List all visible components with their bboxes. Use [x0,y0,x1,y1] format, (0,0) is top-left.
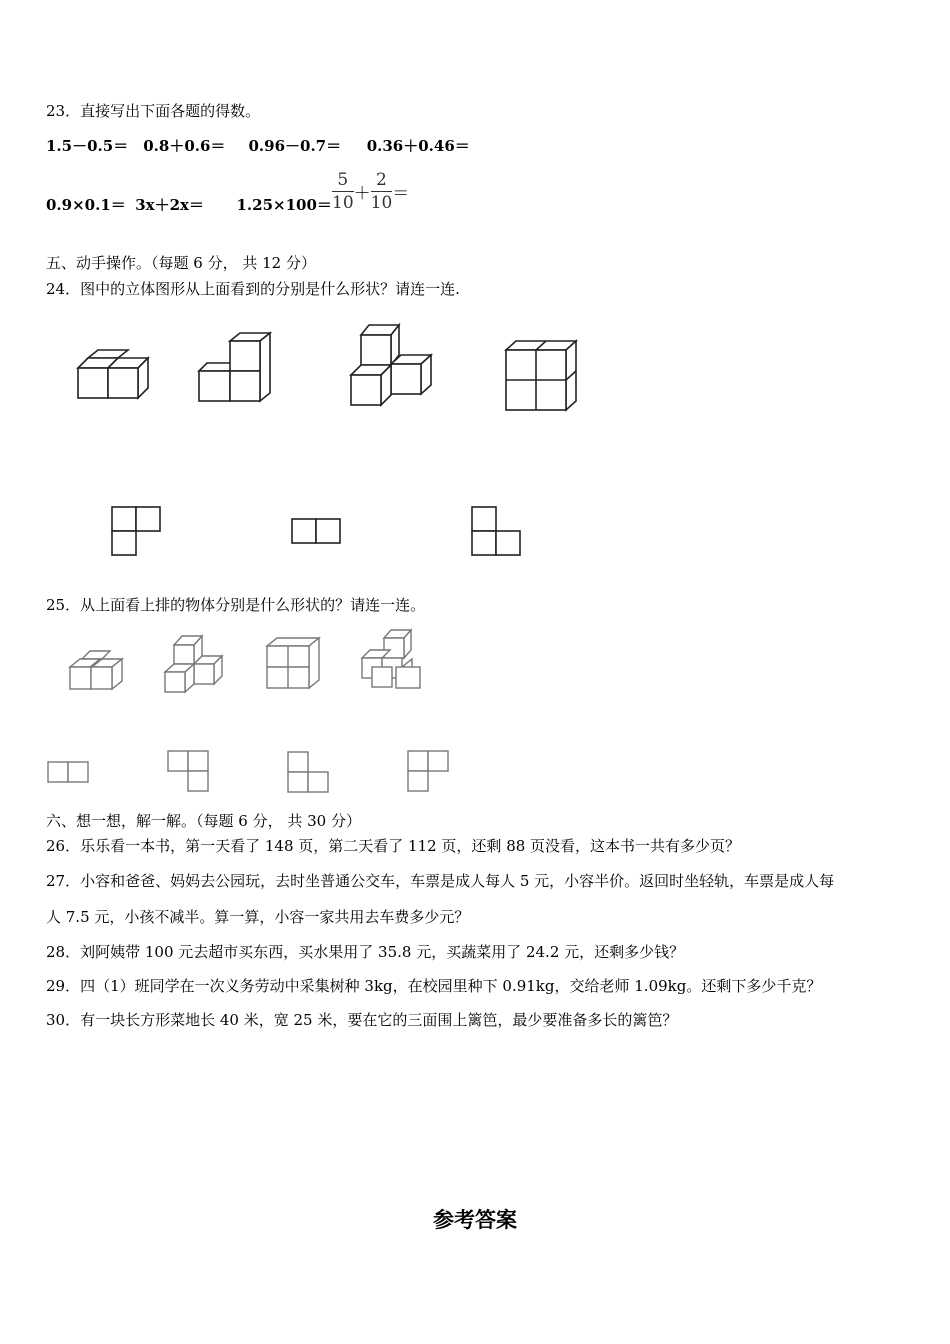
denominator-2: 10 [370,193,393,213]
denominator-1: 10 [332,193,354,213]
numerator-2: 2 [371,170,393,192]
section5-heading: 五、动手操作。（每题 6 分， 共 12 分） [46,254,316,272]
top-view-c [288,752,328,792]
plus-sign: ＋ [353,184,371,204]
answer-title: 参考答案 [433,1208,517,1232]
expr-1: 1.5－0.5＝ [46,137,129,155]
section6-heading: 六、想一想，解一解。（每题 6 分， 共 30 分） [46,812,361,830]
equals-sign: ＝ [392,184,410,204]
q23-prompt: 23．直接写出下面各题的得数。 [46,102,261,120]
top-view-a [48,762,88,782]
expr-3: 0.96－0.7＝ [248,137,342,155]
expr-6: 3x＋2x＝ [135,196,204,214]
q25-prompt: 25．从上面看上排的物体分别是什么形状的？请连一连。 [46,596,426,614]
q30-text: 30．有一块长方形菜地长 40 米，宽 25 米，要在它的三面围上篱笆，最少要准备多长的篱笆？ [46,1011,678,1029]
object-2 [165,636,222,692]
expr-2: 0.8＋0.6＝ [143,137,226,155]
object-1 [70,651,122,689]
q24-prompt: 24．图中的立体图形从上面看到的分别是什么形状？请连一连. [46,280,460,298]
numerator-1: 5 [332,170,354,192]
q27-line1: 27．小容和爸爸、妈妈去公园玩，去时坐普通公交车，车票是成人每人 5 元，小容半价。返回时坐轻轨，车票是成人每 [46,872,835,890]
q28-text: 28．刘阿姨带 100 元去超市买东西，买水果用了 35.8 元，买蔬菜用了 24.2 元，还剩多少钱？ [46,943,685,961]
expr-4: 0.36＋0.46＝ [366,137,470,155]
expr-5: 0.9×0.1＝ [46,196,126,214]
q27-line2: 人 7.5 元，小孩不减半。算一算，小容一家共用去车费多少元？ [46,908,470,926]
q29-text: 29．四（1）班同学在一次义务劳动中采集树种 3kg，在校园里种下 0.91kg，交给老师 1.09kg。还剩下多少千克？ [46,977,822,995]
q26-text: 26．乐乐看一本书，第一天看了 148 页，第二天看了 112 页，还剩 88 页没看，这本书一共有多少页？ [46,837,741,855]
object-4 [362,630,420,688]
top-view-b [168,751,208,791]
object-3 [267,638,319,688]
expr-7: 1.25×100＝ [236,196,332,214]
top-view-d [408,751,448,791]
